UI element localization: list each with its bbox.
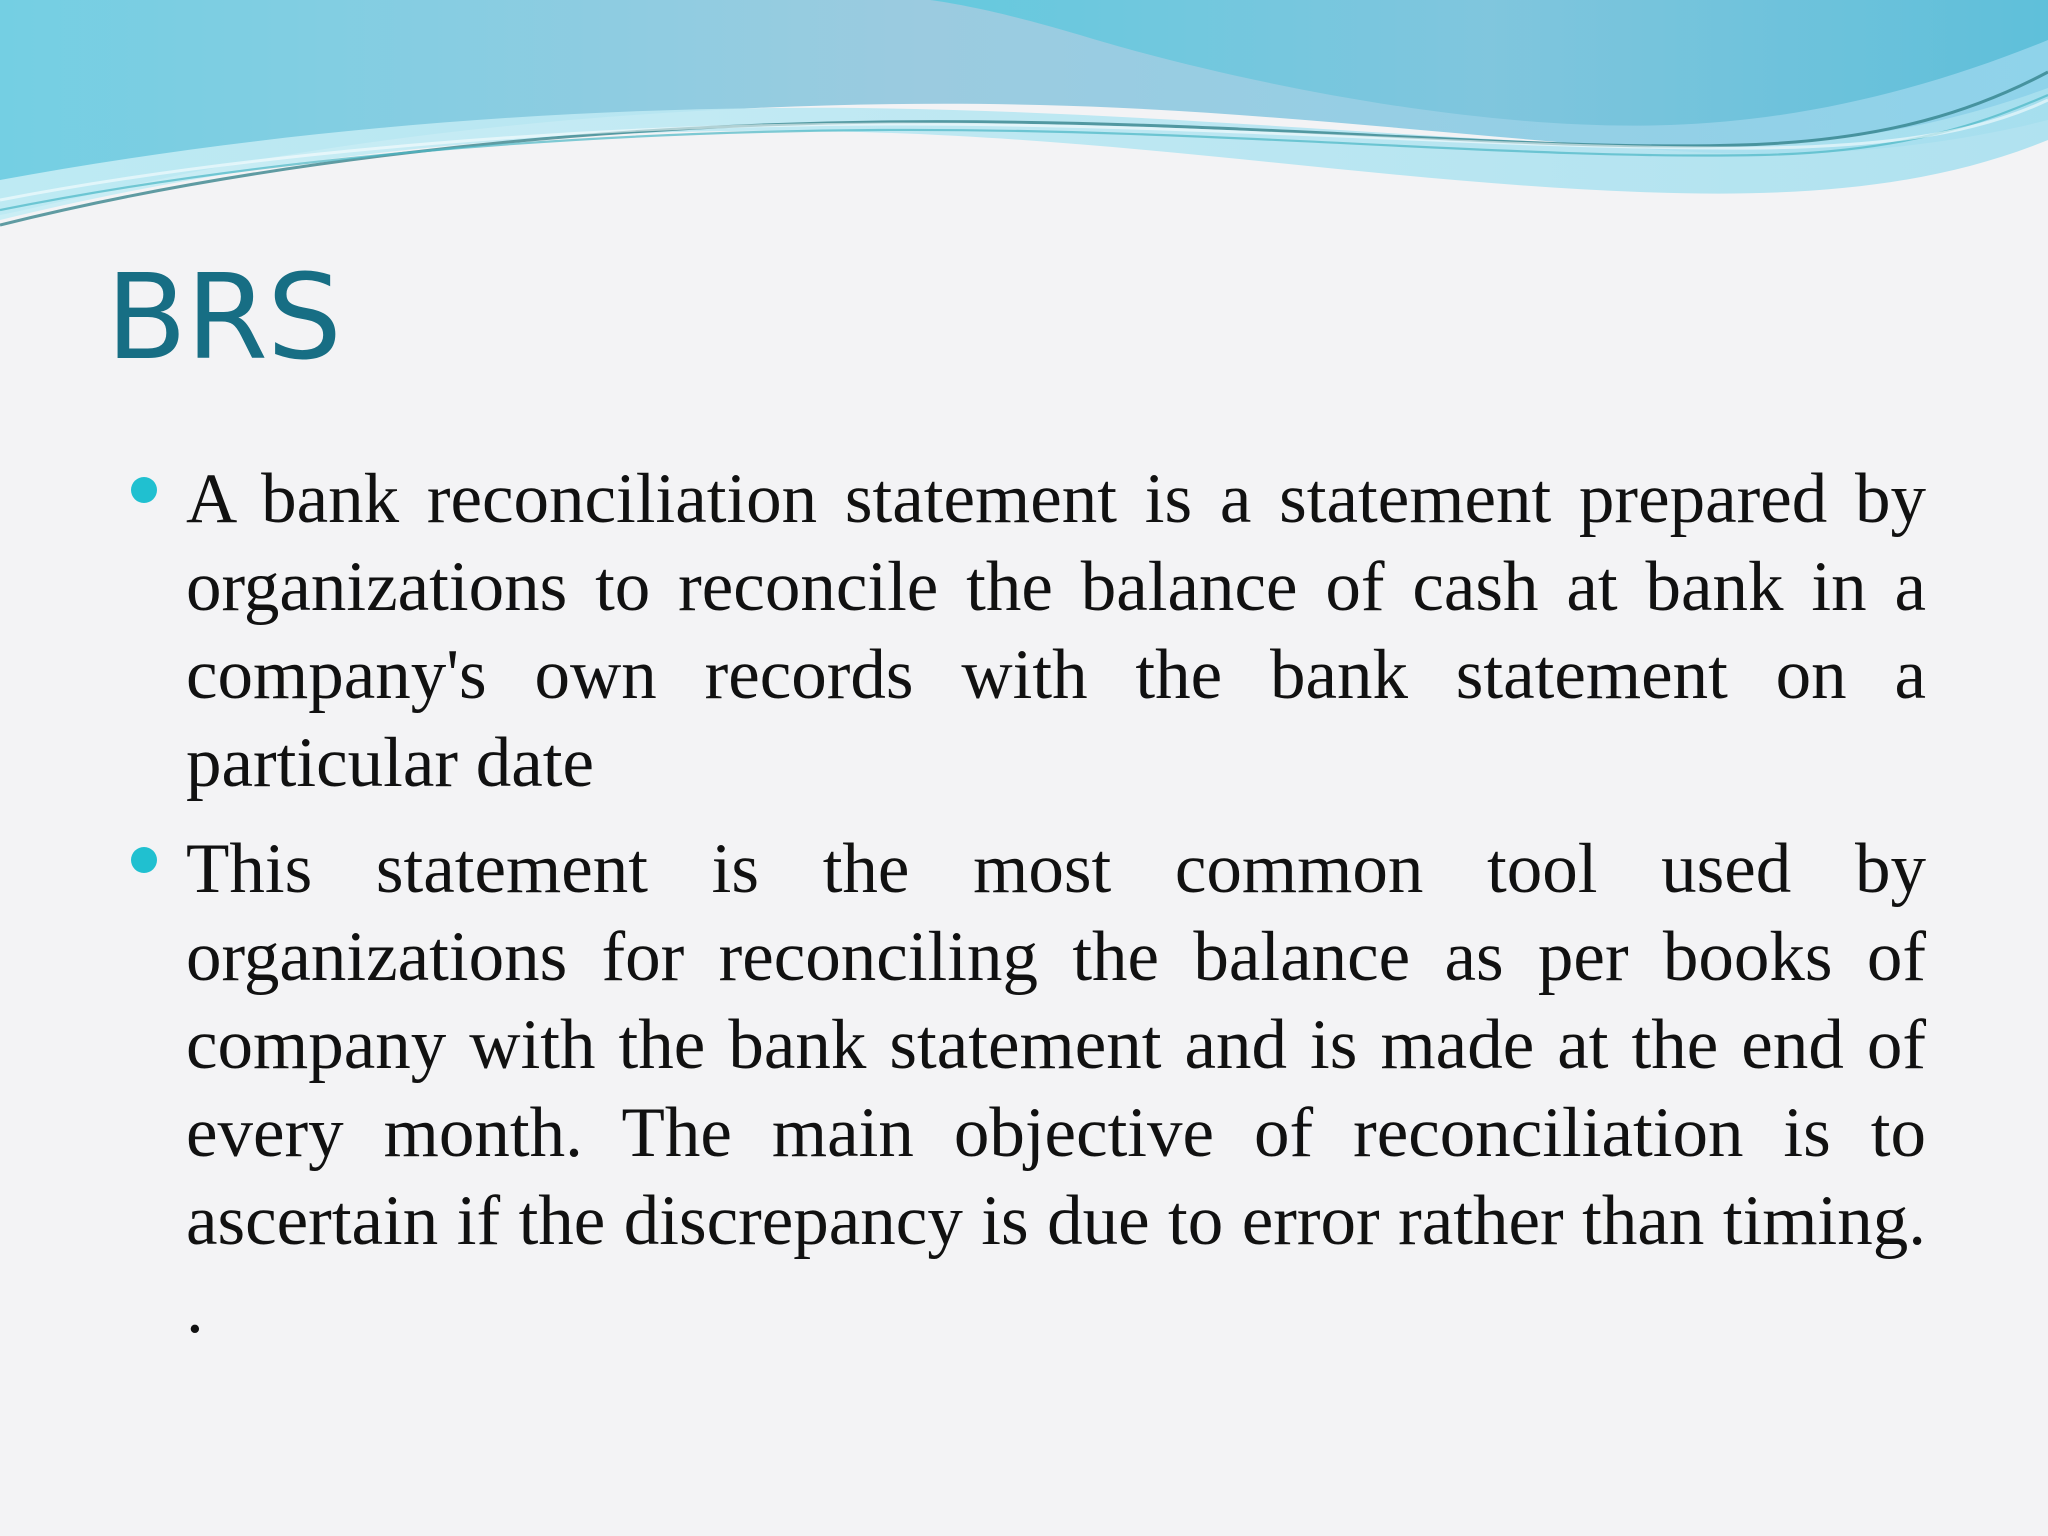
bullet-list xyxy=(128,455,1926,1371)
bullet-item-2 xyxy=(128,825,1926,1353)
bullet-text-1: A bank reconciliation statement is a statement prepared by organizations to reconcile the balance of cash at bank in a company's own records with the bank statement on a particular date xyxy=(186,460,1926,802)
bullet-item-1 xyxy=(128,455,1926,807)
bullet-text-2: This statement is the most common tool used by organizations for reconciling the balance as per books of company with the bank statement and is made at the end of every month. The main objective of reconciliation is to ascertain if the discrepancy is due to error rather than timing. . xyxy=(186,830,1926,1348)
header-wave-decoration xyxy=(0,0,2048,240)
slide-title: BRS xyxy=(106,248,341,386)
bullet-marker-icon xyxy=(131,477,157,503)
bullet-marker-icon xyxy=(131,847,157,873)
